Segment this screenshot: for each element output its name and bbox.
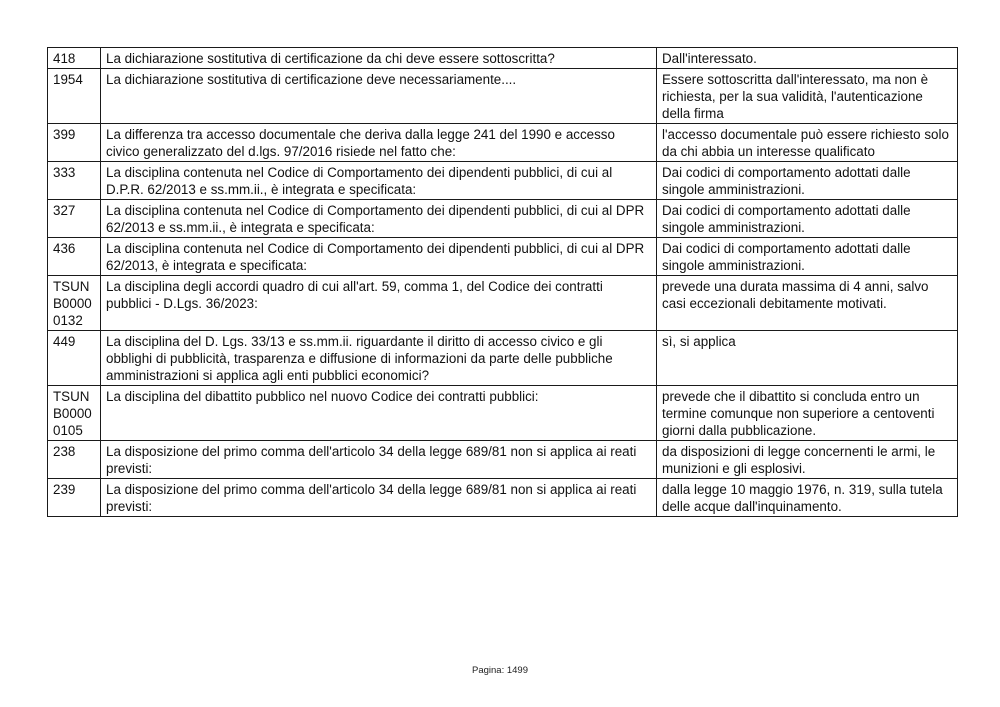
question-text: La dichiarazione sostitutiva di certificazione deve necessariamente.... bbox=[101, 69, 657, 124]
question-id: TSUNB00000105 bbox=[48, 386, 101, 441]
answer-text: Dai codici di comportamento adottati dalle singole amministrazioni. bbox=[657, 200, 958, 238]
page-number: Pagina: 1499 bbox=[472, 665, 528, 676]
answer-text: sì, si applica bbox=[657, 331, 958, 386]
table-row bbox=[48, 331, 958, 386]
question-id: 399 bbox=[48, 124, 101, 162]
table-row bbox=[48, 200, 958, 238]
answer-text: prevede che il dibattito si concluda entro un termine comunque non superiore a centoventi giorni dalla pubblicazione. bbox=[657, 386, 958, 441]
question-text: La disciplina del dibattito pubblico nel nuovo Codice dei contratti pubblici: bbox=[101, 386, 657, 441]
question-text: La disciplina del D. Lgs. 33/13 e ss.mm.ii. riguardante il diritto di accesso civico e gli obblighi di pubblicità, trasparenza e diffusione di informazioni da parte delle pubbliche amministrazioni si applica agli enti pubblici economici? bbox=[101, 331, 657, 386]
question-id: TSUNB00000132 bbox=[48, 276, 101, 331]
question-text: La disciplina degli accordi quadro di cui all'art. 59, comma 1, del Codice dei contratti pubblici - D.Lgs. 36/2023: bbox=[101, 276, 657, 331]
table-row bbox=[48, 48, 958, 69]
answer-text: dalla legge 10 maggio 1976, n. 319, sulla tutela delle acque dall'inquinamento. bbox=[657, 479, 958, 517]
question-text: La disciplina contenuta nel Codice di Comportamento dei dipendenti pubblici, di cui al DPR 62/2013, è integrata e specificata: bbox=[101, 238, 657, 276]
answer-text: l'accesso documentale può essere richiesto solo da chi abbia un interesse qualificato bbox=[657, 124, 958, 162]
answer-text: Essere sottoscritta dall'interessato, ma non è richiesta, per la sua validità, l'autenticazione della firma bbox=[657, 69, 958, 124]
question-table-body bbox=[48, 48, 958, 517]
question-id: 239 bbox=[48, 479, 101, 517]
answer-text: prevede una durata massima di 4 anni, salvo casi eccezionali debitamente motivati. bbox=[657, 276, 958, 331]
table-row bbox=[48, 238, 958, 276]
answer-text: da disposizioni di legge concernenti le armi, le munizioni e gli esplosivi. bbox=[657, 441, 958, 479]
table-row bbox=[48, 479, 958, 517]
question-id: 449 bbox=[48, 331, 101, 386]
table-row bbox=[48, 162, 958, 200]
question-id: 333 bbox=[48, 162, 101, 200]
question-id: 238 bbox=[48, 441, 101, 479]
answer-text: Dai codici di comportamento adottati dalle singole amministrazioni. bbox=[657, 238, 958, 276]
table-row bbox=[48, 276, 958, 331]
question-id: 1954 bbox=[48, 69, 101, 124]
question-text: La disciplina contenuta nel Codice di Comportamento dei dipendenti pubblici, di cui al DPR 62/2013 e ss.mm.ii., è integrata e specificata: bbox=[101, 200, 657, 238]
answer-text: Dai codici di comportamento adottati dalle singole amministrazioni. bbox=[657, 162, 958, 200]
table-row bbox=[48, 124, 958, 162]
question-text: La disposizione del primo comma dell'articolo 34 della legge 689/81 non si applica ai reati previsti: bbox=[101, 441, 657, 479]
table-row bbox=[48, 69, 958, 124]
table-row bbox=[48, 441, 958, 479]
question-text: La disciplina contenuta nel Codice di Comportamento dei dipendenti pubblici, di cui al D.P.R. 62/2013 e ss.mm.ii., è integrata e specificata: bbox=[101, 162, 657, 200]
question-text: La dichiarazione sostitutiva di certificazione da chi deve essere sottoscritta? bbox=[101, 48, 657, 69]
question-text: La disposizione del primo comma dell'articolo 34 della legge 689/81 non si applica ai reati previsti: bbox=[101, 479, 657, 517]
question-id: 418 bbox=[48, 48, 101, 69]
question-table bbox=[47, 47, 958, 517]
question-text: La differenza tra accesso documentale che deriva dalla legge 241 del 1990 e accesso civico generalizzato del d.lgs. 97/2016 risiede nel fatto che: bbox=[101, 124, 657, 162]
table-row bbox=[48, 386, 958, 441]
question-id: 436 bbox=[48, 238, 101, 276]
question-id: 327 bbox=[48, 200, 101, 238]
answer-text: Dall'interessato. bbox=[657, 48, 958, 69]
